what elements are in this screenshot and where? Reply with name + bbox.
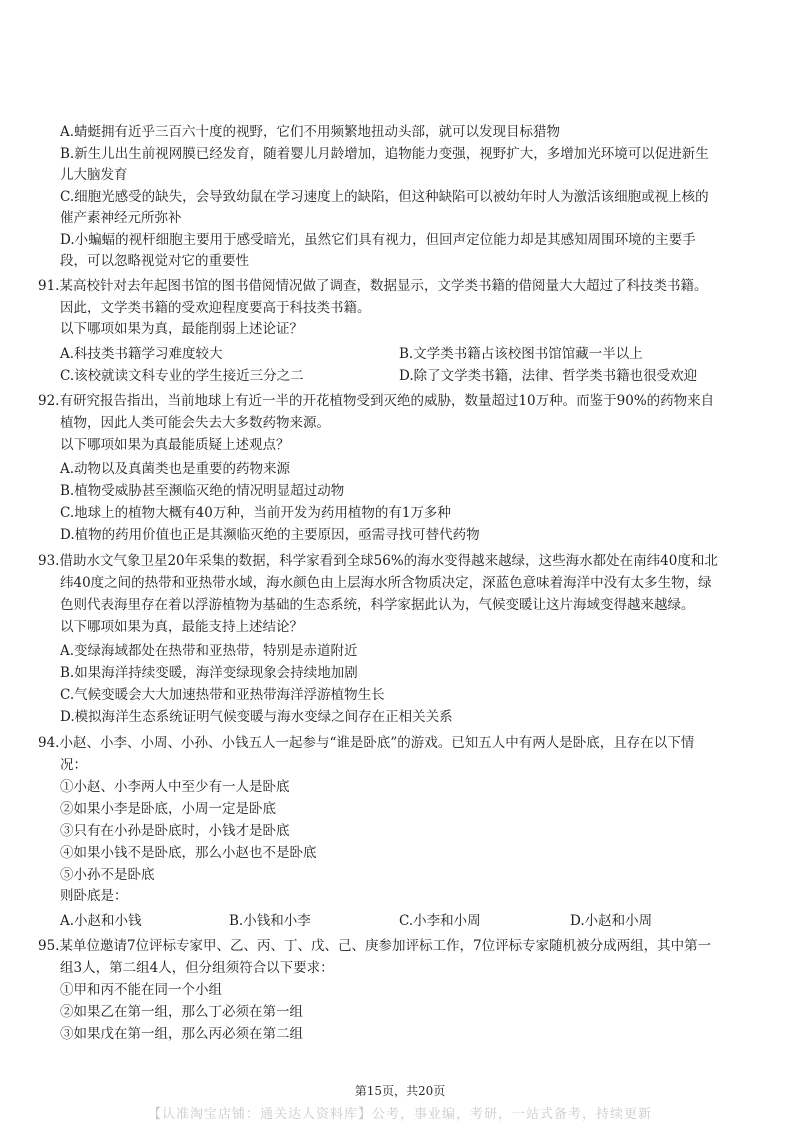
q92-question: 以下哪项如果为真最能质疑上述观点？ [60, 437, 290, 453]
prev-option-c: C.细胞光感受的缺失，会导致幼鼠在学习速度上的缺陷，但这种缺陷可以被幼年时人为激活该细胞或视上核的 [60, 189, 709, 205]
q91-option-b: B.文学类书籍占该校图书馆馆藏一半以上 [399, 346, 643, 362]
q95-stem-cont: 组3人，第二组4人，但分组须符合以下要求： [60, 960, 334, 976]
q94-stem: 94.小赵、小李、小周、小孙、小钱五人一起参与“谁是卧底”的游戏。已知五人中有两人是卧底，且存在以下情 [38, 735, 695, 751]
q94-condition-3: ③只有在小孙是卧底时，小钱才是卧底 [60, 823, 290, 839]
page-number: 第15页，共20页 [354, 1084, 446, 1098]
q92-option-d: D.植物的药用价值也正是其濒临灭绝的主要原因，亟需寻找可替代药物 [60, 527, 480, 543]
q94-condition-1: ①小赵、小李两人中至少有一人是卧底 [60, 779, 290, 795]
q94-condition-2: ②如果小李是卧底，小周一定是卧底 [60, 801, 276, 817]
q93-question: 以下哪项如果为真，最能支持上述结论？ [60, 619, 303, 635]
watermark-text: 【认准淘宝店铺：通关达人资料库】公考，事业编，考研，一站式备考，持续更新 [147, 1107, 652, 1122]
q95-stem: 95.某单位邀请7位评标专家甲、乙、丙、丁、戊、己、庚参加评标工作，7位评标专家随机被分成两组，其中第一 [38, 938, 712, 954]
q91-option-a: A.科技类书籍学习难度较大 [60, 346, 223, 362]
prev-option-c-cont: 催产素神经元所弥补 [60, 210, 182, 226]
q93-stem-cont-2: 色则代表海里存在着以浮游植物为基础的生态系统，科学家据此认为，气候变暖让这片海域变得越来越绿。 [60, 597, 695, 613]
prev-option-b: B.新生儿出生前视网膜已经发育，随着婴儿月龄增加，追物能力变强，视野扩大，多增加光环境可以促进新生 [60, 146, 709, 162]
q94-condition-5: ⑤小孙不是卧底 [60, 867, 155, 883]
q94-option-d: D.小赵和小周 [570, 913, 653, 929]
q93-option-d: D.模拟海洋生态系统证明气候变暖与海水变绿之间存在正相关关系 [60, 709, 453, 725]
q92-option-a: A.动物以及真菌类也是重要的药物来源 [60, 461, 291, 477]
q93-option-c: C.气候变暖会大大加速热带和亚热带海洋浮游植物生长 [60, 687, 385, 703]
q92-option-c: C.地球上的植物大概有40万种，当前开发为药用植物的有1万多种 [60, 505, 451, 521]
q95-condition-3: ③如果戊在第一组，那么丙必须在第二组 [60, 1026, 303, 1042]
q93-option-a: A.变绿海域都处在热带和亚热带，特别是赤道附近 [60, 643, 358, 659]
q93-stem: 93.借助水文气象卫星20年采集的数据，科学家看到全球56%的海水变得越来越绿，这些海水都处在南纬40度和北 [38, 553, 718, 569]
q91-option-c: C.该校就读文科专业的学生接近三分之二 [60, 368, 304, 384]
q92-stem-cont: 植物，因此人类可能会失去大多数药物来源。 [60, 415, 330, 431]
q94-option-b: B.小钱和小李 [229, 913, 311, 929]
prev-option-b-cont: 儿大脑发育 [60, 167, 128, 183]
q92-option-b: B.植物受威胁甚至濒临灭绝的情况明显超过动物 [60, 483, 345, 499]
q91-stem-cont: 因此，文学类书籍的受欢迎程度要高于科技类书籍。 [60, 300, 371, 316]
q91-option-d: D.除了文学类书籍，法律、哲学类书籍也很受欢迎 [399, 368, 698, 384]
q94-stem-cont: 况： [60, 757, 87, 773]
q94-option-c: C.小李和小周 [399, 913, 481, 929]
q94-condition-4: ④如果小钱不是卧底，那么小赵也不是卧底 [60, 845, 317, 861]
q94-question: 则卧底是： [60, 888, 128, 904]
q91-stem: 91.某高校针对去年起图书馆的图书借阅情况做了调查，数据显示，文学类书籍的借阅量大大超过了科技类书籍。 [38, 278, 708, 294]
prev-option-d-cont: 段，可以忽略视觉对它的重要性 [60, 253, 249, 269]
q93-stem-cont-1: 纬40度之间的热带和亚热带水域，海水颜色由上层海水所含物质决定，深蓝色意味着海洋中没有太多生物，绿 [60, 575, 712, 591]
q95-condition-2: ②如果乙在第一组，那么丁必须在第一组 [60, 1004, 303, 1020]
q93-option-b: B.如果海洋持续变暖，海洋变绿现象会持续地加剧 [60, 665, 358, 681]
q92-stem: 92.有研究报告指出，当前地球上有近一半的开花植物受到灭绝的威胁，数量超过10万种。而鉴于90%的药物来自 [38, 393, 715, 409]
prev-option-d: D.小蝙蝠的视杆细胞主要用于感受暗光，虽然它们具有视力，但回声定位能力却是其感知周围环境的主要手 [60, 232, 696, 248]
q94-option-a: A.小赵和小钱 [60, 913, 142, 929]
q91-question: 以下哪项如果为真，最能削弱上述论证？ [60, 321, 303, 337]
prev-option-a: A.蜻蜓拥有近乎三百六十度的视野，它们不用频繁地扭动头部，就可以发现目标猎物 [60, 124, 561, 140]
q95-condition-1: ①甲和丙不能在同一个小组 [60, 982, 222, 998]
